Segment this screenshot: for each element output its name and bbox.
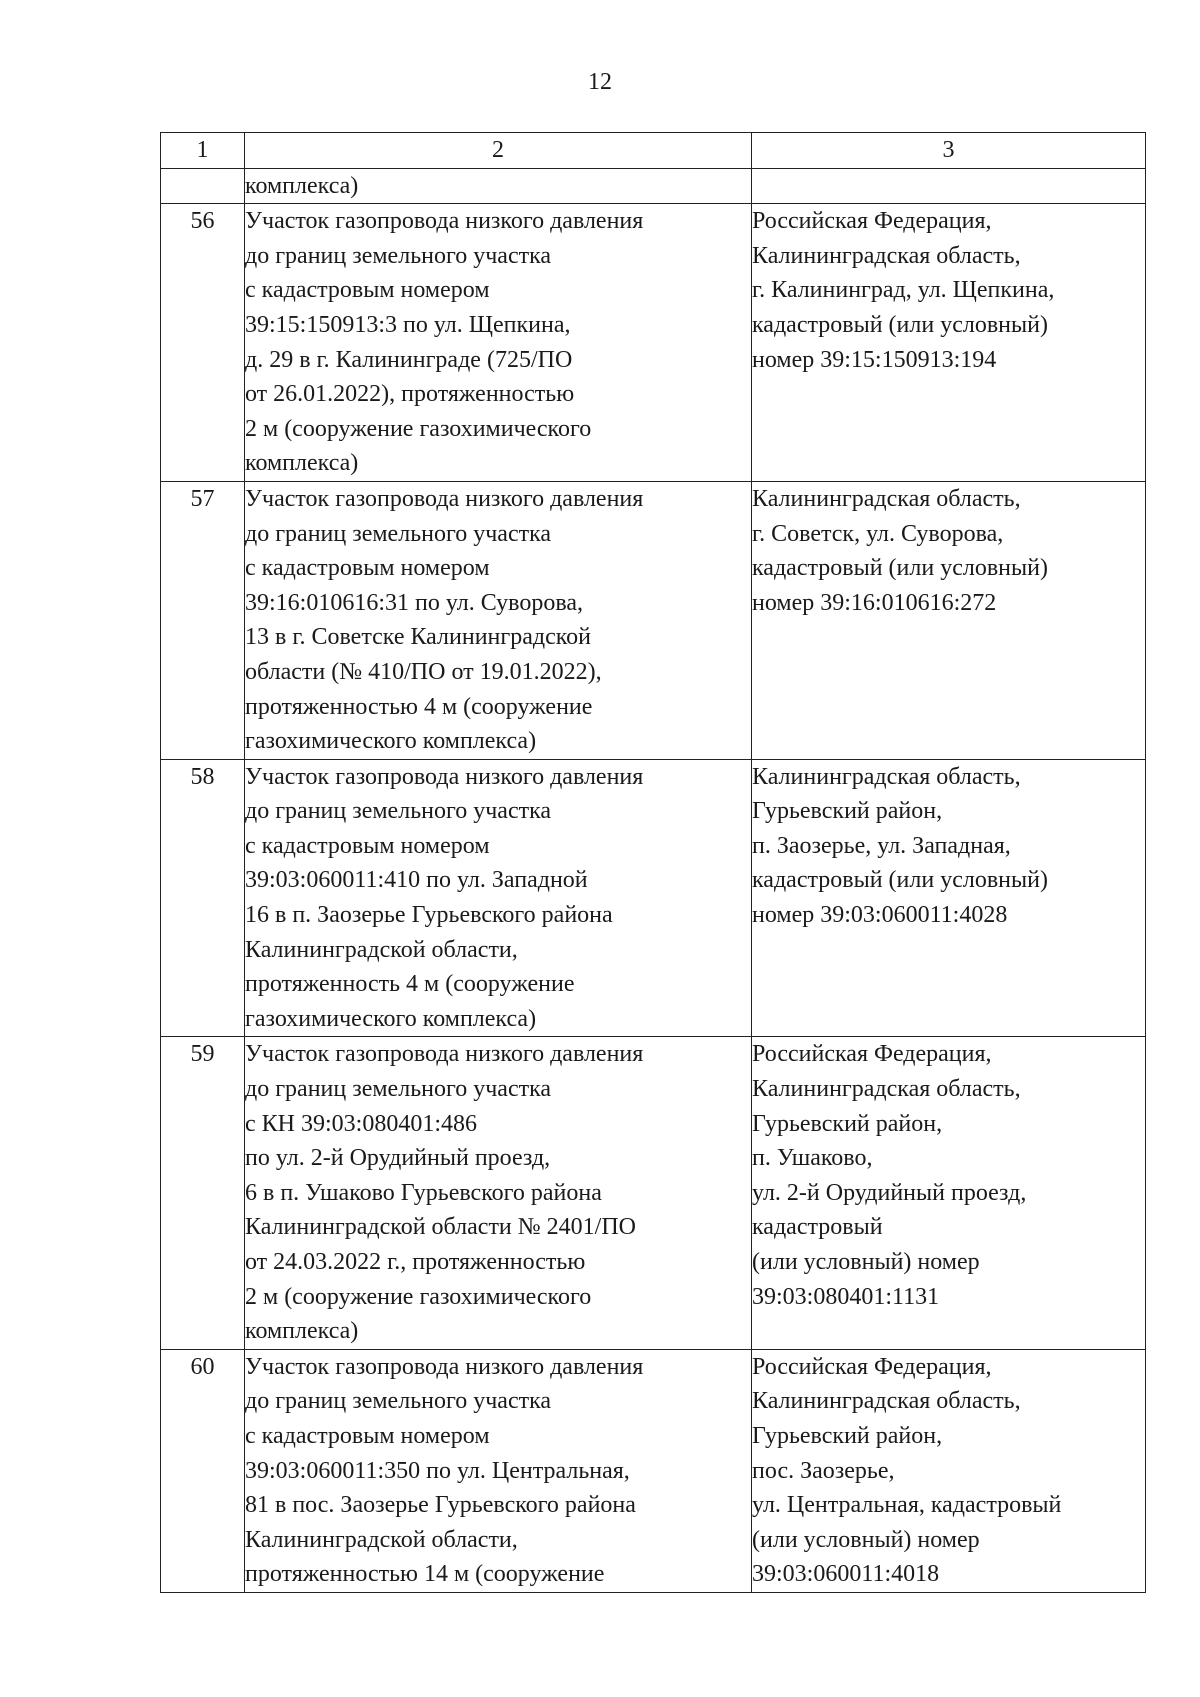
description-line: до границ земельного участка [245,1076,552,1103]
description-line: газохимического комплекса) [245,728,537,755]
description-line: комплекса) [245,172,359,199]
row-number-cell: 59 [161,1037,245,1349]
description-line: от 26.01.2022), протяженностью [245,381,575,408]
description-line: 81 в пос. Заозерье Гурьевского района [245,1492,636,1519]
row-number-cell: 60 [161,1349,245,1592]
header-cell-address: 3 [752,133,1146,169]
description-line: 16 в п. Заозерье Гурьевского района [245,902,613,929]
page-number: 12 [588,69,612,95]
address-line: (или условный) номер [752,1249,980,1275]
address-line: Калининградская область, [752,485,1021,512]
address-line: номер 39:16:010616:272 [752,589,997,616]
address-line: Гурьевский район, [752,798,943,825]
description-line: с кадастровым номером [245,832,490,859]
address-line: 39:03:080401:1131 [752,1283,940,1310]
row-description-cell [245,1349,752,1592]
description-line: протяженностью 14 м (сооружение [245,1561,605,1588]
table-row-continuation [161,168,1146,204]
address-line: 39:03:060011:4018 [752,1561,940,1588]
document-table [160,132,1146,1593]
table-row [161,1037,1146,1349]
description-line: 39:16:010616:31 по ул. Суворова, [245,589,584,616]
header-row [161,133,1146,169]
description-line: Калининградской области № 2401/ПО [245,1214,637,1241]
row-description-cell [245,481,752,759]
address-line: Калининградская область, [752,1076,1021,1103]
address-line: кадастровый (или условный) [752,555,1048,582]
row-description-cell [245,759,752,1037]
description-line: с КН 39:03:080401:486 [245,1110,477,1137]
row-number-cell: 58 [161,759,245,1037]
row-address-cell [752,759,1146,1037]
address-line: номер 39:03:060011:4028 [752,902,1008,929]
description-line: Участок газопровода низкого давления [245,763,644,790]
row-description-cell [245,1037,752,1349]
description-line: с кадастровым номером [245,277,490,304]
description-line: до границ земельного участка [245,1388,552,1415]
address-line: Российская Федерация, [752,208,992,235]
address-line: Калининградская область, [752,242,1021,269]
description-line: с кадастровым номером [245,555,490,582]
row-address-cell [752,1037,1146,1349]
description-line: 39:03:060011:410 по ул. Западной [245,867,588,894]
description-line: Участок газопровода низкого давления [245,1353,644,1380]
description-line: Участок газопровода низкого давления [245,1041,644,1068]
row-address-cell [752,204,1146,482]
table-body [161,168,1146,1592]
row-address-cell [752,168,1146,204]
address-line: п. Ушаково, [752,1145,873,1172]
description-line: до границ земельного участка [245,798,552,825]
address-line: пос. Заозерье, [752,1457,895,1484]
address-line: Гурьевский район, [752,1422,943,1449]
description-line: области (№ 410/ПО от 19.01.2022), [245,658,602,685]
address-line: ул. Центральная, кадастровый [752,1492,1062,1519]
row-address-cell [752,1349,1146,1592]
row-description-cell [245,204,752,482]
description-line: Участок газопровода низкого давления [245,485,644,512]
table-row [161,1349,1146,1592]
description-line: с кадастровым номером [245,1422,490,1449]
description-line: 2 м (сооружение газохимического [245,415,592,442]
description-line: Калининградской области, [245,1526,518,1553]
description-line: д. 29 в г. Калининграде (725/ПО [245,346,573,373]
address-line: кадастровый (или условный) [752,311,1048,338]
description-line: от 24.03.2022 г., протяженностью [245,1249,586,1275]
address-line: Российская Федерация, [752,1041,992,1068]
address-line: номер 39:15:150913:194 [752,346,997,373]
address-line: г. Советск, ул. Суворова, [752,520,1004,547]
address-line: ул. 2-й Орудийный проезд, [752,1179,1027,1206]
description-line: 2 м (сооружение газохимического [245,1283,592,1310]
description-line: 6 в п. Ушаково Гурьевского района [245,1179,602,1206]
address-line: Гурьевский район, [752,1110,943,1137]
description-line: 13 в г. Советске Калининградской [245,624,592,651]
row-number-cell: 56 [161,204,245,482]
table-row [161,481,1146,759]
description-line: до границ земельного участка [245,520,552,547]
address-line: кадастровый [752,1214,883,1241]
description-line: протяженностью 4 м (сооружение [245,693,593,720]
address-line: Российская Федерация, [752,1353,992,1380]
header-cell-description: 2 [245,133,752,169]
address-line: Калининградская область, [752,763,1021,790]
description-line: Участок газопровода низкого давления [245,208,644,235]
address-line: кадастровый (или условный) [752,867,1048,894]
address-line: (или условный) номер [752,1526,980,1553]
address-line: г. Калининград, ул. Щепкина, [752,277,1055,304]
table-row [161,204,1146,482]
description-line: протяженность 4 м (сооружение [245,971,575,998]
address-line: п. Заозерье, ул. Западная, [752,832,1011,859]
table-row [161,759,1146,1037]
row-number-cell: 57 [161,481,245,759]
description-line: по ул. 2-й Орудийный проезд, [245,1145,551,1172]
description-line: комплекса) [245,450,359,477]
description-line: 39:03:060011:350 по ул. Центральная, [245,1457,630,1484]
header-cell-number: 1 [161,133,245,169]
row-number-cell [161,168,245,204]
description-line: Калининградской области, [245,936,518,963]
description-line: до границ земельного участка [245,242,552,269]
description-line: газохимического комплекса) [245,1005,537,1032]
description-line: 39:15:150913:3 по ул. Щепкина, [245,311,571,338]
description-line: комплекса) [245,1318,359,1345]
table-header [161,133,1146,169]
address-line: Калининградская область, [752,1388,1021,1415]
row-address-cell [752,481,1146,759]
row-description-cell [245,168,752,204]
